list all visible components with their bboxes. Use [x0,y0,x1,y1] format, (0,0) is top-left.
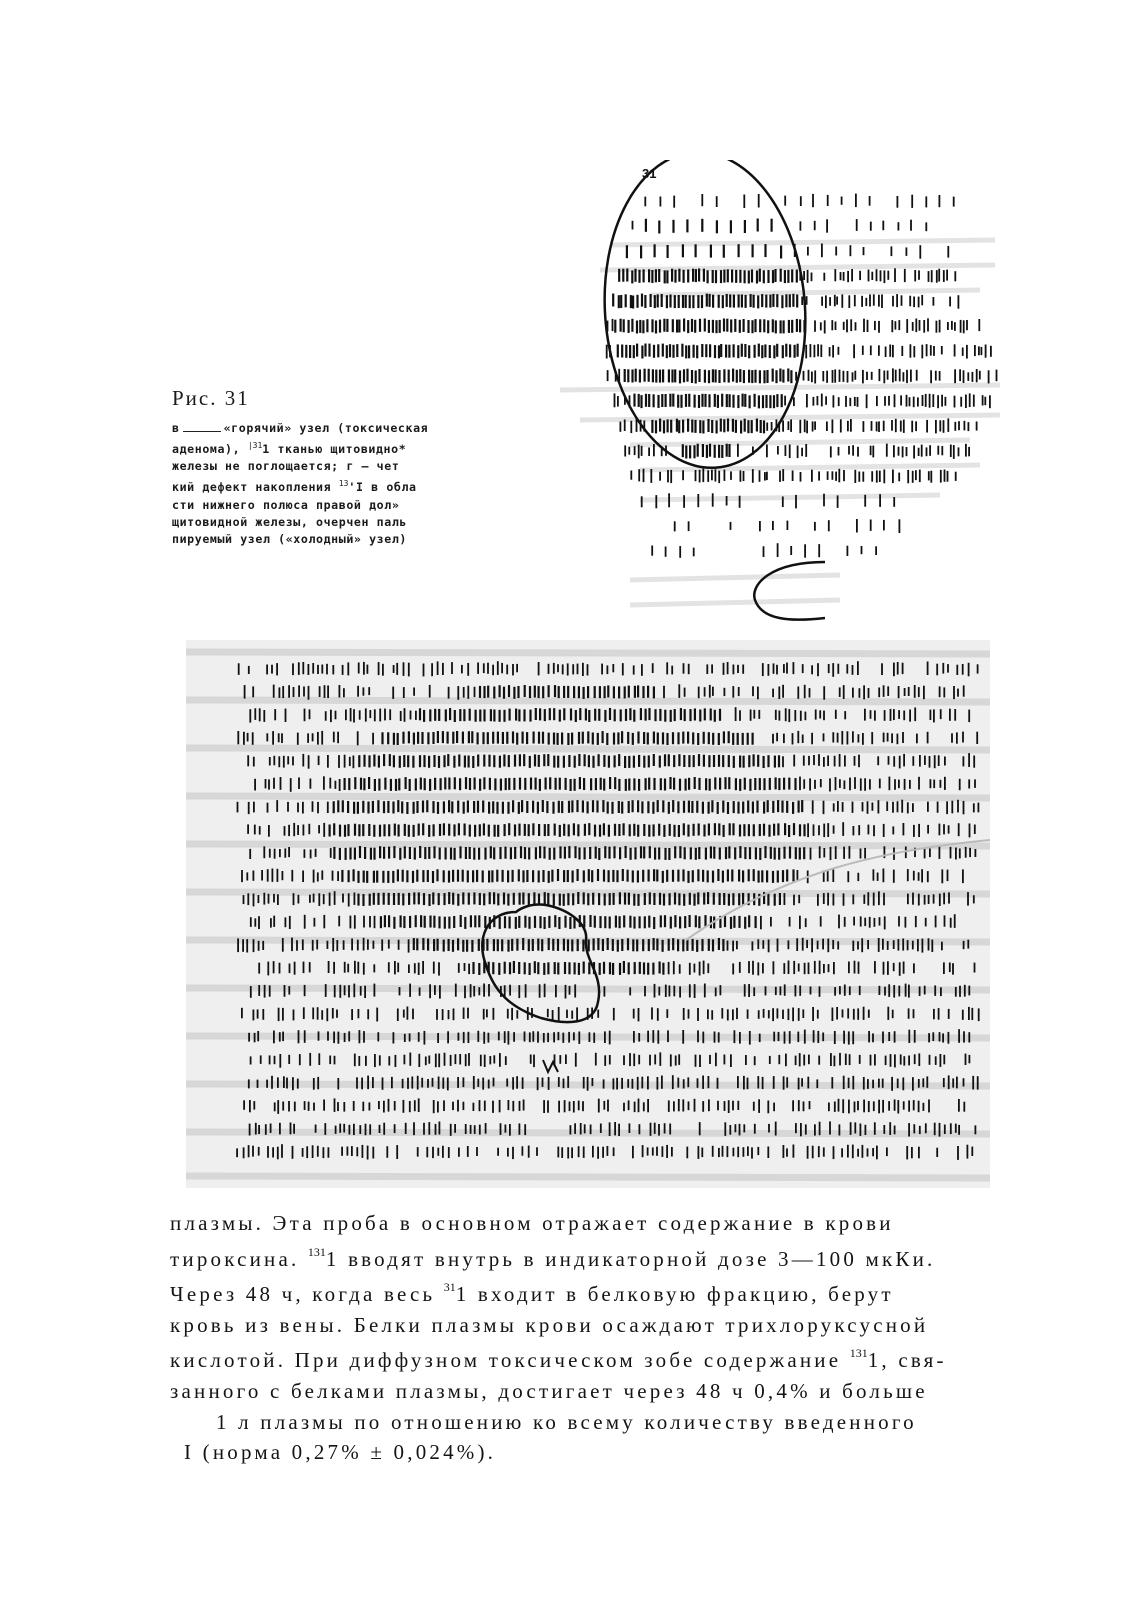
caption-line-6: щитовидной железы, очерчен паль [172,514,407,529]
caption-line-5: сти нижнего полюса правой дол» [172,497,400,512]
body-paragraph [170,1208,1000,1468]
caption-line-2: аденома), $^{|31}$1 тканью щитовидно* [172,441,407,457]
body-line-1: плазмы. Эта проба в основном отражает содержание в крови [170,1211,894,1235]
body-line-3: Через 48 ч, когда весь $^{31}$1 входит в белковую фракцию, берут [170,1280,894,1307]
figure-number: Рис. 31 [172,386,250,410]
body-line-7: 1 л плазмы по отношению ко всему количеству введенного [216,1409,917,1434]
body-line-6: занного с белками плазмы, достигает через 48 ч 0,4% и больше [170,1378,928,1403]
caption-line-7: пируемый узел («холодный» узел) [172,531,407,546]
body-line-5: кислотой. При диффузном токсическом зобе содержание $^{131}$1, свя- [170,1346,947,1373]
scintigram-hot-nodule [540,160,1010,630]
caption-line-4: кий дефект накопления $^{13}$'I в обла [172,479,417,495]
caption-line-1: в «горячий» узел (токсическая [172,421,429,435]
body-line-4: кровь из вены. Белки плазмы крови осаждают трихлоруксусной [170,1312,929,1337]
scan-2-background-print [186,652,990,1178]
body-line-2: тироксина. $^{131}$1 вводят внутрь в индикаторной дозе 3—100 мкКи. [170,1244,936,1271]
scan-1-count-ticks [606,194,998,558]
scan-1-lower-contour [754,562,825,620]
caption-dash [183,422,221,432]
caption-line-3: железы не поглощается; г — чет [172,459,400,474]
scan-top-digits: 31 [642,166,657,181]
scintigram-cold-nodule [186,640,990,1188]
scan-2-marker [543,1060,558,1072]
figure-caption [172,420,508,548]
body-line-8: I (норма 0,27% ± 0,024%). [184,1440,497,1465]
